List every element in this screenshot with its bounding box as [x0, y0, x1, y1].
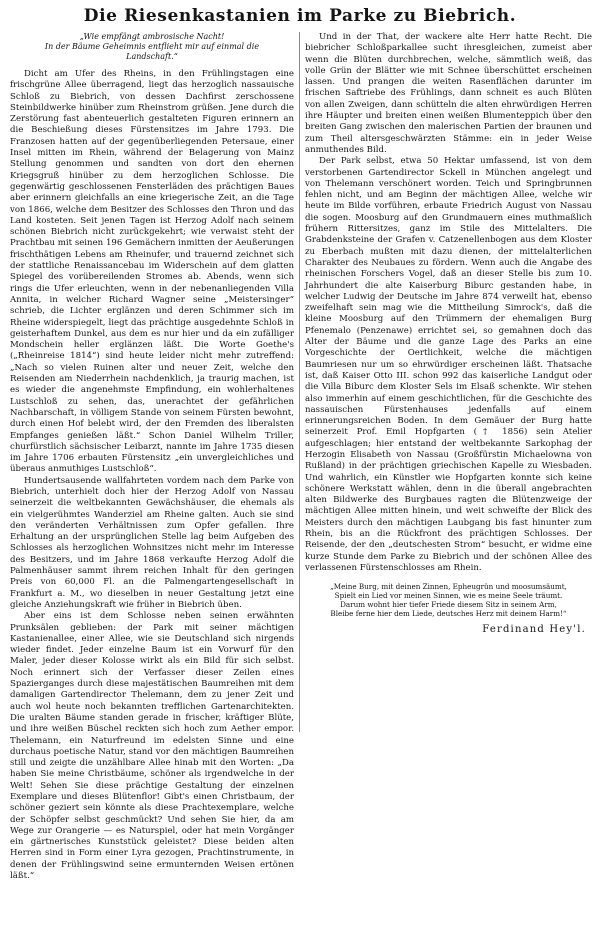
- motto-line: „Wie empfängt ambrosische Nacht!: [79, 32, 225, 41]
- poem-line: Spielt ein Lied vor meinen Sinnen, wie es meine Seele träumt.: [334, 591, 563, 601]
- paragraph: Dicht am Ufer des Rheins, in den Frühlingstagen eine frischgrüne Allee überragend, liegt das herzoglich nassauische Schloß zu Biebrich, von dessen Dachfirst zerschossene Steinbildwerke hinüber zum Rheinstrom grüßen. Jene durch die Zerstörung fast abenteuerlich gestalteten Figuren erinnern an die Beschießung dieses Fürstensitzes im Jahre 1793. Die Franzosen hatten auf der gegenüberliegenden Petersaue, einer Insel mitten im Rhein, während der Belagerung von Mainz Stellung genommen und sandten von dort den ehernen Kriegsgruß hinüber zu dem herzoglichen Schlosse. Die gegenwärtig geschlossenen Fensterläden des prächtigen Baues aber erinnern gleichfalls an eine kriegerische Zeit, an die Tage von 1866, welche dem Besitzer des Schlosses den Thron und das Land kosteten. Seit jenen Tagen ist Herzog Adolf nach seinem schönen Biebrich nicht zurückgekehrt; wie verwaist steht der Prachtbau mit seinen 196 Gemächern inmitten der Aeußerungen frischthätigen Lebens am Rheinufer, und trauernd zeichnet sich der stattliche Renaissancebau im Widerschein auf dem glatten Spiegel des vorübereilenden Stromes ab. Abends, wenn sich rings die Ufer erleuchten, wenn in der nebenanliegenden Villa Annita, in welcher Richard Wagner seine „Meistersinger“ schrieb, die Lichter erglänzen und deren Schimmer sich im Rheine widerspiegelt, liegt das prächtige ausgedehnte Schloß in geisterhaftem Dunkel, aus dem es nur hier und da ein zufälliger Mondschein heller erglänzen läßt. Die Worte Goethe's („Rheinreise 1814“) sind heute leider nicht mehr zutreffend: „Nach so vielen Ruinen alter und neuer Zeit, welche den Reisenden am Niederrhein nachdenklich, ja traurig machen, ist es wieder die angenehmste Empfindung, ein wohlerhaltenes Lustschloß zu sehen, das, unerachtet der gefährlichen Nachbarschaft, in völligem Stande von seinem Fürsten bewohnt, durch einen Hof belebt wird, der den Fremden des liberalsten Empfanges genießen läßt.“ Schon Daniel Wilhelm Triller, churfürstlich sächsischer Leibarzt, nannte im Jahre 1735 diesen im Jahre 1706 erbauten Fürstensitz „ein unvergleichliches und überaus anmuthiges Lustschloß“.: [10, 69, 294, 475]
- article-columns: [0, 32, 600, 952]
- poem-line: „Meine Burg, mit deinen Zinnen, Epheugrün und moosumsäumt,: [330, 582, 567, 592]
- left-column: [10, 32, 294, 882]
- article-title: Die Riesenkastanien im Parke zu Biebrich.: [83, 6, 517, 26]
- paragraph: Und in der That, der wackere alte Herr hatte Recht. Die biebricher Schloßparkallee sucht ihresgleichen, zumeist aber wenn die Blüten durchbrechen, welche, sämmtlich weiß, das volle Grün der Blätter wie mit Schnee überschüttet erscheinen lassen. Und prangen die weiten Rasenflächen darunter im frischen Saftriebe des Frühlings, dann schneit es auch Blüten von allen Zweigen, dann schütteln die alten ehrwürdigen Herren ihre Häupter und breiten einen weißen Blumenteppich über den breiten Gang zwischen den malerischen Partien der braunen und zum Theil altersgeschwärzten Stämme: ein in jeder Weise anmuthendes Bild.: [305, 32, 592, 155]
- motto-line: In der Bäume Geheimnis entflieht mir auf einmal die Landschaft.“: [44, 42, 260, 61]
- poem-line: Bleibe ferne hier dem Liede, deutsches Herz mit deinem Harm!“: [330, 609, 567, 619]
- poem: [305, 582, 592, 618]
- right-column: [305, 32, 592, 636]
- poem-line: Darum wohnt hier tiefer Friede diesem Sitz in seinem Arm,: [340, 600, 557, 610]
- motto: [26, 32, 278, 62]
- paragraph: Aber eins ist dem Schlosse neben seinen erwähnten Prunksälen geblieben: der Park mit seiner mächtigen Kastanienallee, einer Allee, wie sie Deutschland sich nirgends wieder findet. Jeder einzelne Baum ist ein Vorwurf für den Maler, jeder dieser Kolosse wirkt als ein Bild für sich selbst. Noch erinnert sich der Verfasser dieser Zeilen eines Spazierganges durch diese majestätischen Baumreihen mit dem damaligen Gartendirector Thelemann, dem zu jener Zeit und auch wol heute noch bekannten trefflichen Gartenarchitekten. Die uralten Bäume standen gerade in frischer, kräftiger Blüte, und ihre weißen Büschel reckten sich hoch zum Aether empor. Thelemann, ein Naturfreund im edelsten Sinne und eine durchaus poetische Natur, stand vor den mächtigen Baumreihen still und zeigte die unzählbare Allee hinab mit den Worten: „Da haben Sie meine Christbäume, schöner als irgendwelche in der Welt! Sehen Sie diese prächtige Gestaltung der einzelnen Exemplare und dieses Blütenflor! Gibt's einen Christbaum, der schöner geziert sein könnte als diese Prachtexemplare, welche der Schöpfer selbst geschmückt? Und sehen Sie hier, da am Wege zur Orangerie — es Naturspiel, oder hat mein Vorgänger ein gärtnerisches Kunststück geleistet? Diese beiden alten Herren sind in Form einer Lyra gezogen, Prachtinstrumente, in denen der Frühlingswind seine ermunternden Weisen ertönen läßt.“: [10, 611, 294, 882]
- column-divider: [299, 32, 300, 732]
- author-signature: Ferdinand Hey'l.: [482, 624, 586, 636]
- paragraph: Der Park selbst, etwa 50 Hektar umfassend, ist von dem verstorbenen Gartendirector Sckell in München angelegt und von Thelemann verschönert worden. Teich und Springbrunnen fehlen nicht, und am Beginn der mächtigen Allee, welche wir heute im Bilde vorführen, erbaute Friedrich August von Nassau die sogen. Moosburg auf den Grundmauern eines muthmaßlich frühern Rittersitzes, ganz im Stile des Mittelalters. Die Grabdenksteine der Grafen v. Catzenellenbogen aus dem Kloster zu Eberbach mußten mit dazu dienen, der mittelalterlichen Charakter des Neubaues zu fördern. Wenn auch die Angabe des rheinischen Forschers Vogel, daß an dieser Stelle bis zum 10. Jahrhundert die alte Kaiserburg Biburc gestanden habe, in welcher Ludwig der Deutsche im Jahre 874 verweilt hat, ebenso zweifelhaft sein mag wie die Mittheilung Simrock's, daß die kleine Moosburg auf den Trümmern der ehemaligen Burg Pfenemalo (Penzenawe) errichtet sei, so gemahnen doch das Alter der Bäume und die ganze Lage des Parks an eine Vorgeschichte der Oertlichkeit, welche die mächtigen Baumriesen nur um so ehrwürdiger erscheinen läßt. Thatsache ist, daß Kaiser Otto III. schon 992 das kaiserliche Landgut oder die Villa Biburc dem Kloster Sels im Elsaß schenkte. Wir stehen also immerhin auf einem geschichtlichen, für die Geschichte des nassauischen Fürstenhauses jedenfalls auf einem erinnerungsreichen Boden. In dem Gemäuer der Burg hatte seinerzeit Prof. Emil Hopfgarten († 1856) sein Atelier aufgeschlagen; hier entstand der weltbekannte Sarkophag der Herzogin Elisabeth von Nassau (Großfürstin Michaelowna von Rußland) in der prächtigen griechischen Kapelle zu Wiesbaden. Und wahrlich, ein Künstler wie Hopfgarten konnte sich keine schönere Werkstatt wählen, denn in die überall angebrachten alten Bildwerke des Burgbaues ragten die Blütenzweige der mächtigen Allee mitten hinein, und weit schweifte der Blick des Meisters durch den mächtigen Laubgang bis fast hinunter zum Rhein, bis an die Rückfront des prächtigen Schlosses. Der Reisende, der den „deutschesten Strom“ besucht, er widme eine kurze Stunde dem Parke zu Biebrich und der schönen Allee des verlassenen Fürstenschlosses am Rhein.: [305, 156, 592, 573]
- paragraph: Hundertsausende wallfahrteten vordem nach dem Parke von Biebrich, unterhielt doch hier der Herzog Adolf von Nassau seinerzeit die weltbekannten Gewächshäuser, die ehemals als ein vielgerühmtes Wanderziel am Rheine galten. Auch sie sind den veränderten Verhältnissen zum Opfer gefallen. Ihre Erhaltung an der ursprünglichen Stelle lag beim Aufgeben des Schlosses als herzoglichen Wohnsitzes nicht mehr im Interesse des Besitzers, und im Jahre 1868 verkaufte Herzog Adolf die Palmenhäuser sammt ihrem reichen Inhalt für den geringen Preis von 60,000 Fl. an die Palmengartengesellschaft in Frankfurt a. M., wo dieselben in neuer Gestaltung jetzt eine gleiche Anziehungskraft wie früher in Biebrich üben.: [10, 475, 294, 610]
